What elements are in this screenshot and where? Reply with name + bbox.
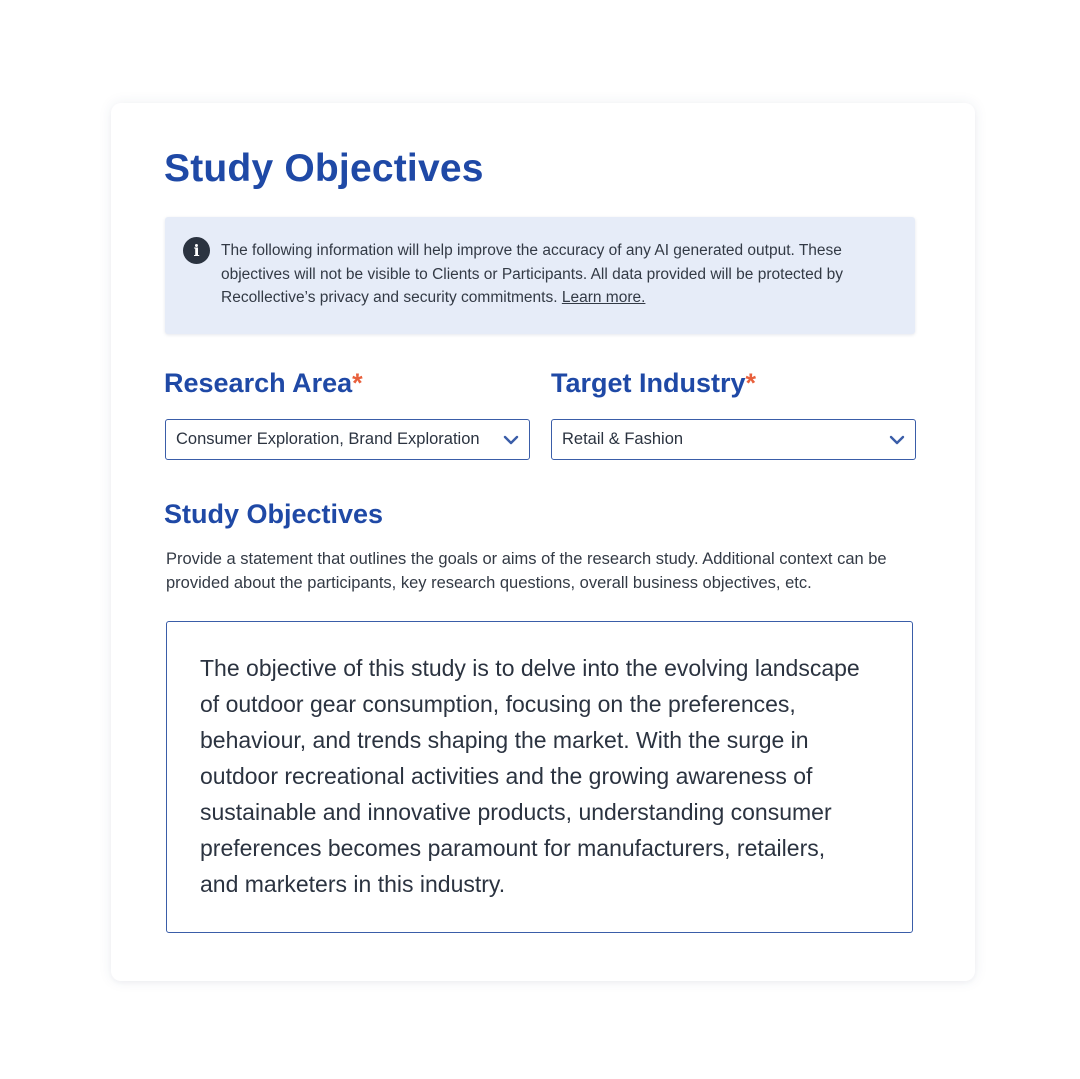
- study-objectives-card: [111, 103, 975, 981]
- research-area-label: [164, 368, 363, 399]
- chevron-down-icon: [889, 432, 905, 448]
- target-industry-label: [551, 368, 756, 399]
- info-icon: i: [183, 237, 210, 264]
- study-objectives-text: The objective of this study is to delve into the evolving landscape of outdoor gear consumption, focusing on the preferences, behaviour, and trends shaping the market. With the surge in outdoor recreational activities and the growing awareness of sustainable and innovative products, understanding consumer preferences becomes paramount for manufacturers, retailers, and marketers in this industry.: [200, 655, 860, 897]
- target-industry-value: Retail & Fashion: [562, 430, 684, 448]
- study-objectives-heading: Study Objectives: [164, 499, 384, 529]
- research-area-label-text: Research Area: [164, 368, 353, 398]
- info-text: [221, 239, 891, 310]
- required-asterisk: *: [352, 368, 363, 398]
- info-message: The following information will help improve the accuracy of any AI generated output. These objectives will not be visible to Clients or Participants. All data provided will be protected by Recollective’s privacy and security commitments.: [221, 242, 844, 306]
- study-objectives-textarea[interactable]: [166, 621, 913, 933]
- chevron-down-icon: [503, 432, 519, 448]
- learn-more-link[interactable]: Learn more.: [561, 289, 646, 306]
- required-asterisk: *: [745, 368, 757, 398]
- page-title: Study Objectives: [164, 147, 484, 190]
- info-banner: [165, 217, 915, 334]
- research-area-value: Consumer Exploration, Brand Exploration: [176, 430, 480, 448]
- research-area-select[interactable]: [165, 419, 530, 460]
- target-industry-select[interactable]: [551, 419, 916, 460]
- target-industry-label-text: Target Industry: [551, 368, 746, 398]
- study-objectives-description: Provide a statement that outlines the goals or aims of the research study. Additional context can be provided about the participants, key research questions, overall business objectives, etc.: [166, 550, 887, 592]
